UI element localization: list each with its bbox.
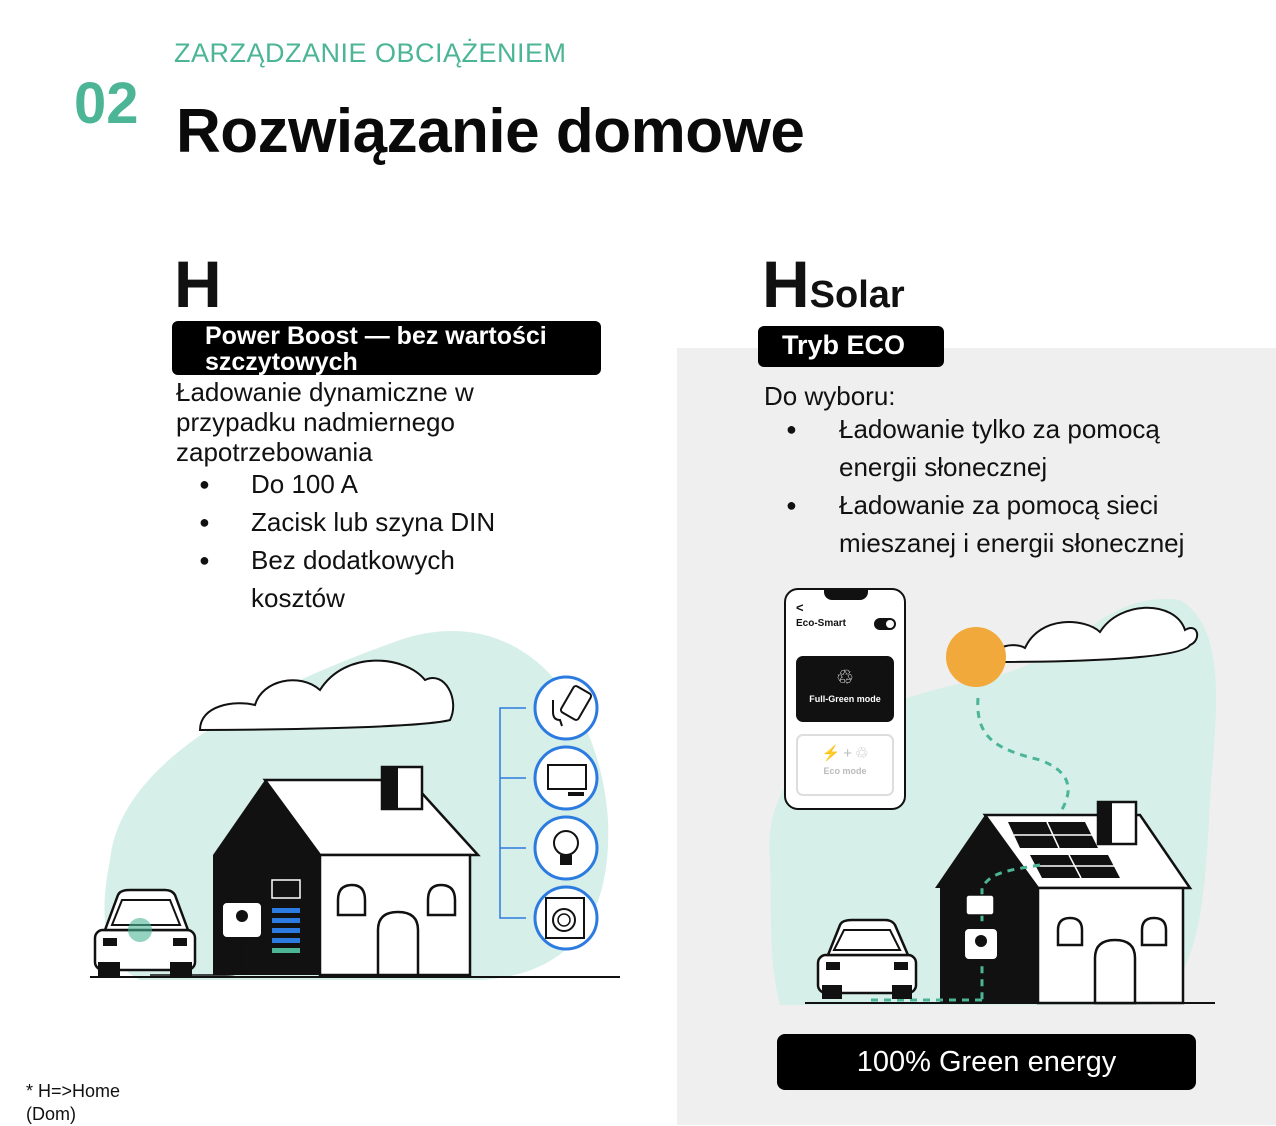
left-feature-list — [251, 465, 551, 617]
phone-notch — [824, 588, 868, 600]
home-illustration — [90, 620, 620, 990]
list-item: ● Do 100 A — [251, 465, 551, 503]
green-energy-banner: 100% Green energy — [777, 1034, 1196, 1090]
washing-machine-icon — [535, 887, 597, 949]
phone-mockup — [784, 588, 906, 810]
power-boost-badge: Power Boost — bez wartości szczytowych — [172, 321, 601, 375]
right-intro: Do wyboru: — [764, 381, 896, 411]
tv-icon — [535, 747, 597, 809]
eco-toggle[interactable] — [874, 618, 896, 630]
grid-plus-wind-icon: ⚡ + ♲ — [821, 745, 869, 762]
plug-icon — [535, 677, 597, 739]
product-suffix: Solar — [809, 274, 905, 316]
product-hsolar-logo — [762, 246, 905, 322]
mode-label: Full-Green mode — [809, 694, 881, 704]
list-item: ● Ładowanie tylko za pomocą energii słonecznej — [839, 410, 1239, 486]
cloud — [990, 608, 1197, 662]
section-number: 02 — [74, 71, 139, 136]
meter-icon — [966, 895, 994, 915]
eco-mode-button[interactable] — [796, 734, 894, 796]
list-item: ● Ładowanie za pomocą sieci mieszanej i energii słonecznej — [839, 486, 1239, 562]
product-h-logo: H — [174, 247, 222, 321]
back-icon[interactable]: < — [796, 600, 804, 615]
wind-plug-icon: ♲ — [836, 667, 854, 689]
list-item: ● Zacisk lub szyna DIN — [251, 503, 551, 541]
product-letter: H — [762, 247, 810, 321]
list-item: ● Bez dodatkowych kosztów — [251, 541, 551, 617]
page-title: Rozwiązanie domowe — [176, 97, 805, 166]
full-green-mode-button[interactable] — [796, 656, 894, 722]
eco-mode-badge: Tryb ECO — [758, 326, 944, 367]
mode-label: Eco mode — [823, 766, 867, 776]
app-name: Eco-Smart — [796, 618, 847, 629]
footnote: * H=>Home (Dom) — [26, 1081, 121, 1124]
right-feature-list — [839, 410, 1239, 562]
left-description: Ładowanie dynamiczne w przypadku nadmiernego zapotrzebowania — [176, 377, 474, 467]
section-kicker: ZARZĄDZANIE OBCIĄŻENIEM — [174, 38, 567, 68]
lightbulb-icon — [535, 817, 597, 879]
sun-icon — [946, 627, 1006, 687]
